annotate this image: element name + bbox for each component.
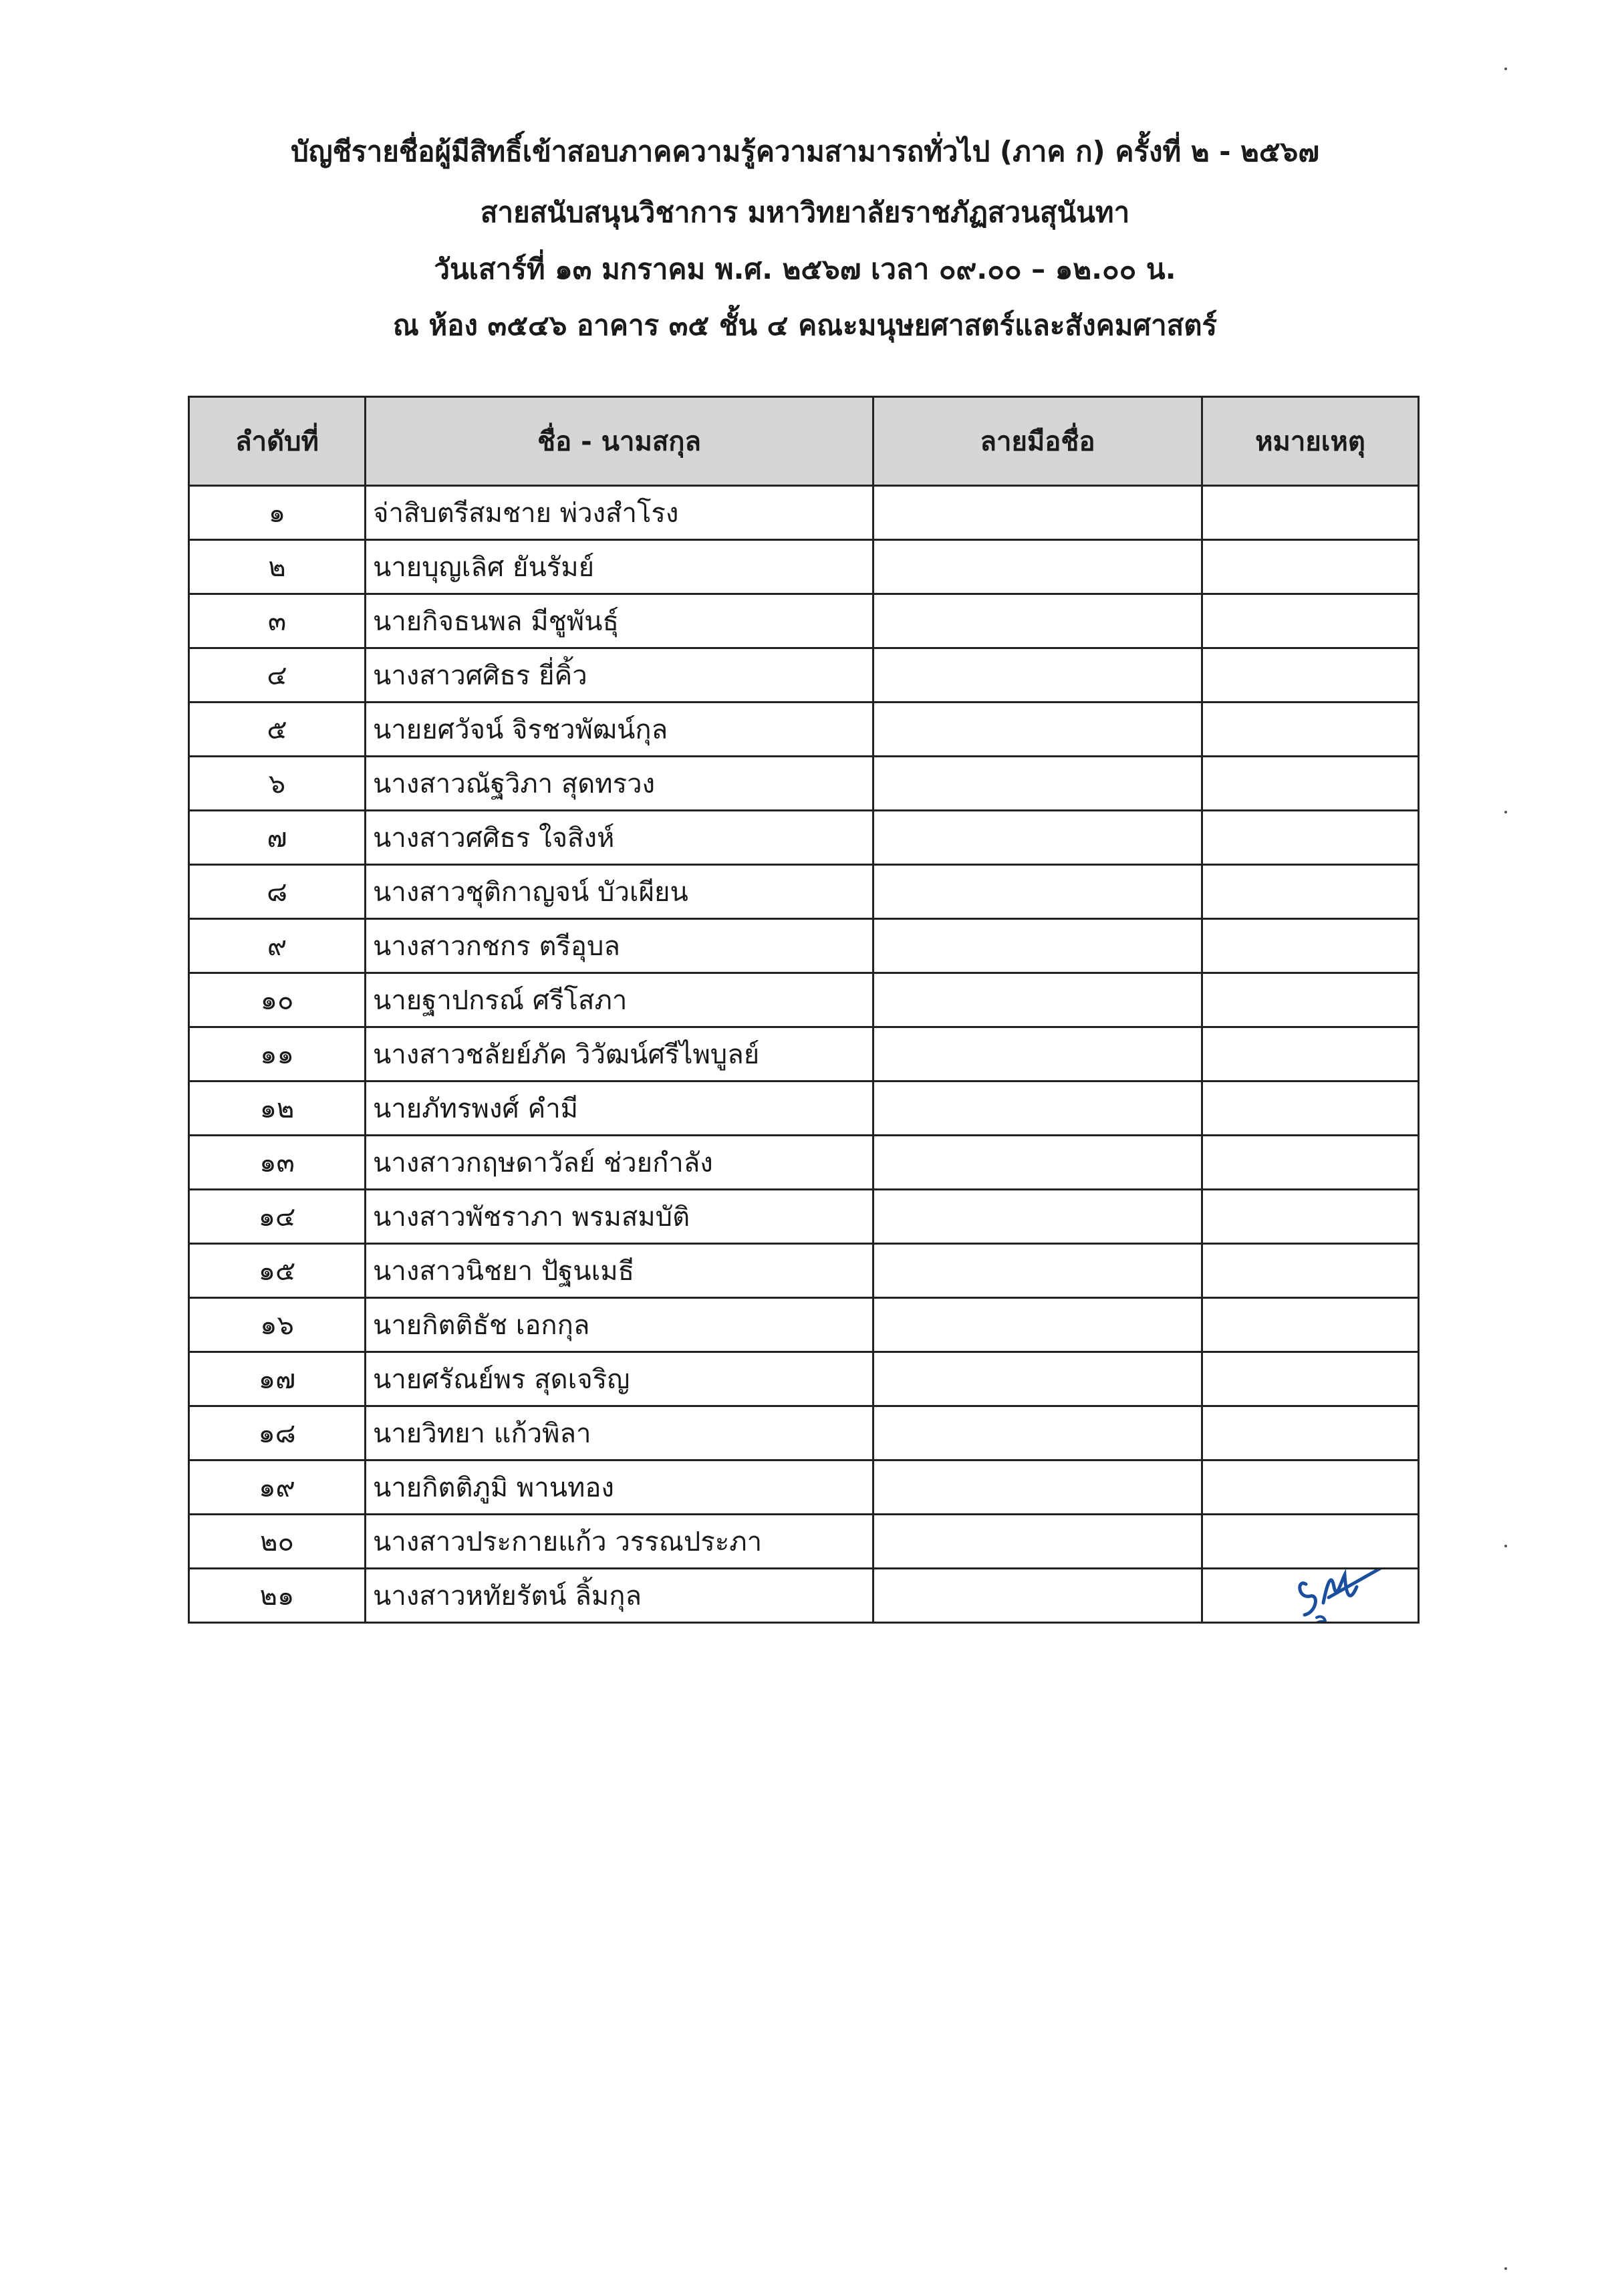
column-header-number: ลำดับที่	[189, 397, 366, 486]
remarks-cell	[1202, 648, 1419, 703]
remarks-cell	[1202, 1515, 1419, 1569]
table-body	[189, 486, 1419, 1623]
row-number: ๑	[189, 486, 366, 540]
remarks-cell	[1202, 973, 1419, 1027]
row-number: ๑๐	[189, 973, 366, 1027]
remarks-cell	[1202, 1460, 1419, 1515]
remarks-cell	[1202, 1298, 1419, 1352]
table-row	[189, 1190, 1419, 1244]
remarks-cell	[1202, 703, 1419, 757]
remarks-cell	[1202, 540, 1419, 594]
table-row	[189, 1298, 1419, 1352]
candidate-name: นางสาวศศิธร ใจสิงห์	[366, 811, 874, 865]
signature-cell	[874, 540, 1202, 594]
table-row	[189, 1515, 1419, 1569]
remarks-cell	[1202, 1190, 1419, 1244]
scan-speck	[1504, 68, 1507, 70]
candidate-name: นางสาวประกายแก้ว วรรณประภา	[366, 1515, 874, 1569]
table-row	[189, 1027, 1419, 1081]
candidate-name: นางสาวกฤษดาวัลย์ ช่วยกำลัง	[366, 1136, 874, 1190]
table-row	[189, 865, 1419, 919]
candidate-name: นายกิตติธัช เอกกุล	[366, 1298, 874, 1352]
row-number: ๑๘	[189, 1406, 366, 1460]
remarks-cell	[1202, 1027, 1419, 1081]
table-row	[189, 811, 1419, 865]
table-row	[189, 973, 1419, 1027]
signature-cell	[874, 1136, 1202, 1190]
scan-speck	[1504, 811, 1507, 813]
row-number: ๘	[189, 865, 366, 919]
candidate-name: นางสาวชลัยย์ภัค วิวัฒน์ศรีไพบูลย์	[366, 1027, 874, 1081]
candidate-name: นางสาวณัฐวิภา สุดทรวง	[366, 757, 874, 811]
remarks-cell	[1202, 1569, 1419, 1623]
table-row	[189, 540, 1419, 594]
document-title: บัญชีรายชื่อผู้มีสิทธิ์เข้าสอบภาคความรู้ความสามารถทั่วไป (ภาค ก) ครั้งที่ ๒ - ๒๕๖๗	[291, 135, 1319, 168]
row-number: ๒๐	[189, 1515, 366, 1569]
row-number: ๑๗	[189, 1352, 366, 1406]
table-row	[189, 1244, 1419, 1298]
remarks-cell	[1202, 1406, 1419, 1460]
row-number: ๑๓	[189, 1136, 366, 1190]
candidate-name: นายภัทรพงศ์ คำมี	[366, 1081, 874, 1136]
table-row	[189, 1406, 1419, 1460]
candidate-name: นางสาวศศิธร ยี่คิ้ว	[366, 648, 874, 703]
remarks-cell	[1202, 811, 1419, 865]
signature-cell	[874, 811, 1202, 865]
signature-cell	[874, 1569, 1202, 1623]
signature-cell	[874, 703, 1202, 757]
candidate-name: นายฐาปกรณ์ ศรีโสภา	[366, 973, 874, 1027]
row-number: ๑๕	[189, 1244, 366, 1298]
row-number: ๑๙	[189, 1460, 366, 1515]
row-number: ๒	[189, 540, 366, 594]
candidate-name: นางสาวหทัยรัตน์ ลิ้มกุล	[366, 1569, 874, 1623]
signature-cell	[874, 973, 1202, 1027]
column-header-remarks: หมายเหตุ	[1202, 397, 1419, 486]
candidate-name: จ่าสิบตรีสมชาย พ่วงสำโรง	[366, 486, 874, 540]
scan-speck	[1504, 2267, 1507, 2270]
document-subtitle-department: สายสนับสนุนวิชาการ มหาวิทยาลัยราชภัฏสวนสุนันทา	[480, 196, 1130, 229]
remarks-cell	[1202, 865, 1419, 919]
candidate-table	[188, 396, 1420, 1624]
remarks-cell	[1202, 757, 1419, 811]
table-row	[189, 703, 1419, 757]
table-row	[189, 1460, 1419, 1515]
table-row	[189, 594, 1419, 648]
row-number: ๒๑	[189, 1569, 366, 1623]
table-row	[189, 1569, 1419, 1623]
remarks-cell	[1202, 1352, 1419, 1406]
candidate-name: นายยศวัจน์ จิรชวพัฒน์กุล	[366, 703, 874, 757]
row-number: ๑๔	[189, 1190, 366, 1244]
signature-cell	[874, 865, 1202, 919]
signature-cell	[874, 648, 1202, 703]
table-header-row	[189, 397, 1419, 486]
remarks-cell	[1202, 486, 1419, 540]
signature-cell	[874, 1027, 1202, 1081]
candidate-name: นางสาวพัชราภา พรมสมบัติ	[366, 1190, 874, 1244]
table-row	[189, 757, 1419, 811]
table-row	[189, 1136, 1419, 1190]
document-subtitle-location: ณ ห้อง ๓๕๔๖ อาคาร ๓๕ ชั้น ๔ คณะมนุษยศาสตร์และสังคมศาสตร์	[392, 309, 1218, 342]
column-header-signature: ลายมือชื่อ	[874, 397, 1202, 486]
remarks-cell	[1202, 594, 1419, 648]
row-number: ๖	[189, 757, 366, 811]
row-number: ๗	[189, 811, 366, 865]
table-row	[189, 1081, 1419, 1136]
signature-cell	[874, 1515, 1202, 1569]
row-number: ๓	[189, 594, 366, 648]
remarks-cell	[1202, 1081, 1419, 1136]
signature-cell	[874, 1298, 1202, 1352]
table-row	[189, 919, 1419, 973]
signature-cell	[874, 1406, 1202, 1460]
row-number: ๙	[189, 919, 366, 973]
row-number: ๑๖	[189, 1298, 366, 1352]
document-subtitle-date-time: วันเสาร์ที่ ๑๓ มกราคม พ.ศ. ๒๕๖๗ เวลา ๐๙.๐๐ – ๑๒.๐๐ น.	[434, 253, 1176, 285]
candidate-name: นายวิทยา แก้วพิลา	[366, 1406, 874, 1460]
row-number: ๔	[189, 648, 366, 703]
scan-speck	[1504, 1545, 1507, 1547]
remarks-cell	[1202, 1244, 1419, 1298]
signature-cell	[874, 919, 1202, 973]
signature-cell	[874, 594, 1202, 648]
column-header-name: ชื่อ - นามสกุล	[366, 397, 874, 486]
candidate-name: นางสาวกชกร ตรีอุบล	[366, 919, 874, 973]
signature-cell	[874, 1352, 1202, 1406]
candidate-name: นางสาวชุติกาญจน์ บัวเผียน	[366, 865, 874, 919]
candidate-name: นายบุญเลิศ ยันรัมย์	[366, 540, 874, 594]
candidate-name: นางสาวนิชยา ปัฐนเมธี	[366, 1244, 874, 1298]
row-number: ๕	[189, 703, 366, 757]
table-row	[189, 486, 1419, 540]
signature-cell	[874, 486, 1202, 540]
table-row	[189, 648, 1419, 703]
signature-cell	[874, 1244, 1202, 1298]
signature-cell	[874, 1460, 1202, 1515]
candidate-name: นายศรัณย์พร สุดเจริญ	[366, 1352, 874, 1406]
remarks-cell	[1202, 1136, 1419, 1190]
candidate-name: นายกิตติภูมิ พานทอง	[366, 1460, 874, 1515]
handwritten-initials	[1290, 1569, 1403, 1623]
signature-cell	[874, 1190, 1202, 1244]
row-number: ๑๑	[189, 1027, 366, 1081]
row-number: ๑๒	[189, 1081, 366, 1136]
signature-cell	[874, 757, 1202, 811]
signature-cell	[874, 1081, 1202, 1136]
remarks-cell	[1202, 919, 1419, 973]
table-row	[189, 1352, 1419, 1406]
candidate-name: นายกิจธนพล มีชูพันธุ์	[366, 594, 874, 648]
